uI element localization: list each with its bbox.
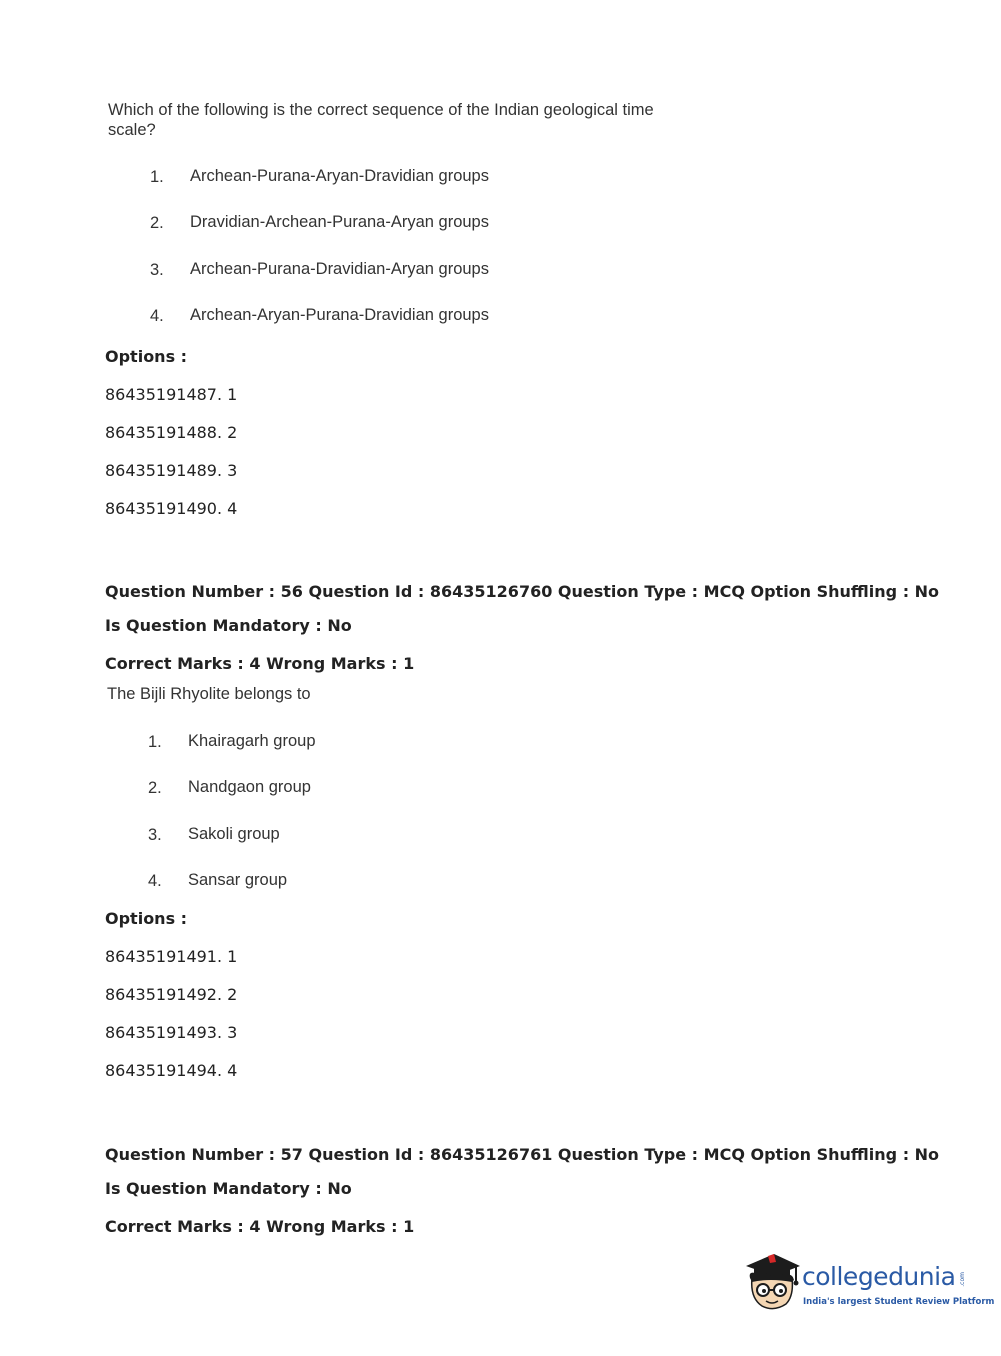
q55-option-1: 86435191487. 1 xyxy=(105,385,238,404)
choice-number: 2. xyxy=(148,779,162,797)
q56-option-3: 86435191493. 3 xyxy=(105,1023,238,1042)
q56-choice-4 xyxy=(148,871,288,891)
q55-options-label: Options : xyxy=(105,347,188,366)
q56-choice-1 xyxy=(148,732,316,752)
choice-number: 3. xyxy=(148,826,162,844)
q55-choice-1 xyxy=(150,167,489,187)
q56-choice-3 xyxy=(148,825,280,845)
q55-text-line1: Which of the following is the correct sequence of the Indian geological time xyxy=(108,101,654,119)
choice-number: 3. xyxy=(150,261,164,279)
choice-number: 1. xyxy=(150,168,164,186)
logo-com: .com xyxy=(959,1272,966,1287)
q55-choice-2 xyxy=(150,213,489,233)
q56-option-1: 86435191491. 1 xyxy=(105,947,238,966)
q55-option-2: 86435191488. 2 xyxy=(105,423,238,442)
q57-header: Question Number : 57 Question Id : 86435126761 Question Type : MCQ Option Shuffling : No xyxy=(105,1145,940,1164)
q57-mandatory: Is Question Mandatory : No xyxy=(105,1179,352,1198)
q56-option-2: 86435191492. 2 xyxy=(105,985,238,1004)
q55-text-line2: scale? xyxy=(108,121,156,139)
choice-number: 2. xyxy=(150,214,164,232)
q55-option-3: 86435191489. 3 xyxy=(105,461,238,480)
choice-text: Nandgaon group xyxy=(188,778,311,796)
choice-text: Archean-Purana-Aryan-Dravidian groups xyxy=(190,167,489,185)
q56-mandatory: Is Question Mandatory : No xyxy=(105,616,352,635)
q57-marks: Correct Marks : 4 Wrong Marks : 1 xyxy=(105,1217,415,1236)
q55-choice-3 xyxy=(150,260,489,280)
choice-number: 4. xyxy=(148,872,162,890)
q55-choice-4 xyxy=(150,306,489,326)
q56-header: Question Number : 56 Question Id : 86435126760 Question Type : MCQ Option Shuffling : No xyxy=(105,582,940,601)
q56-option-4: 86435191494. 4 xyxy=(105,1061,238,1080)
q56-marks: Correct Marks : 4 Wrong Marks : 1 xyxy=(105,654,415,673)
q56-choice-2 xyxy=(148,778,311,798)
choice-number: 1. xyxy=(148,733,162,751)
q55-option-4: 86435191490. 4 xyxy=(105,499,238,518)
collegedunia-logo xyxy=(740,1248,995,1318)
logo-tagline: India's largest Student Review Platform xyxy=(803,1297,995,1307)
choice-text: Archean-Aryan-Purana-Dravidian groups xyxy=(190,306,489,324)
q56-options-label: Options : xyxy=(105,909,188,928)
choice-text: Khairagarh group xyxy=(188,732,316,750)
choice-number: 4. xyxy=(150,307,164,325)
mascot-icon xyxy=(740,1248,802,1314)
choice-text: Dravidian-Archean-Purana-Aryan groups xyxy=(190,213,489,231)
choice-text: Sakoli group xyxy=(188,825,280,843)
q56-text: The Bijli Rhyolite belongs to xyxy=(107,685,311,703)
logo-wordmark: collegedunia xyxy=(802,1262,956,1291)
choice-text: Sansar group xyxy=(188,871,288,889)
choice-text: Archean-Purana-Dravidian-Aryan groups xyxy=(190,260,489,278)
